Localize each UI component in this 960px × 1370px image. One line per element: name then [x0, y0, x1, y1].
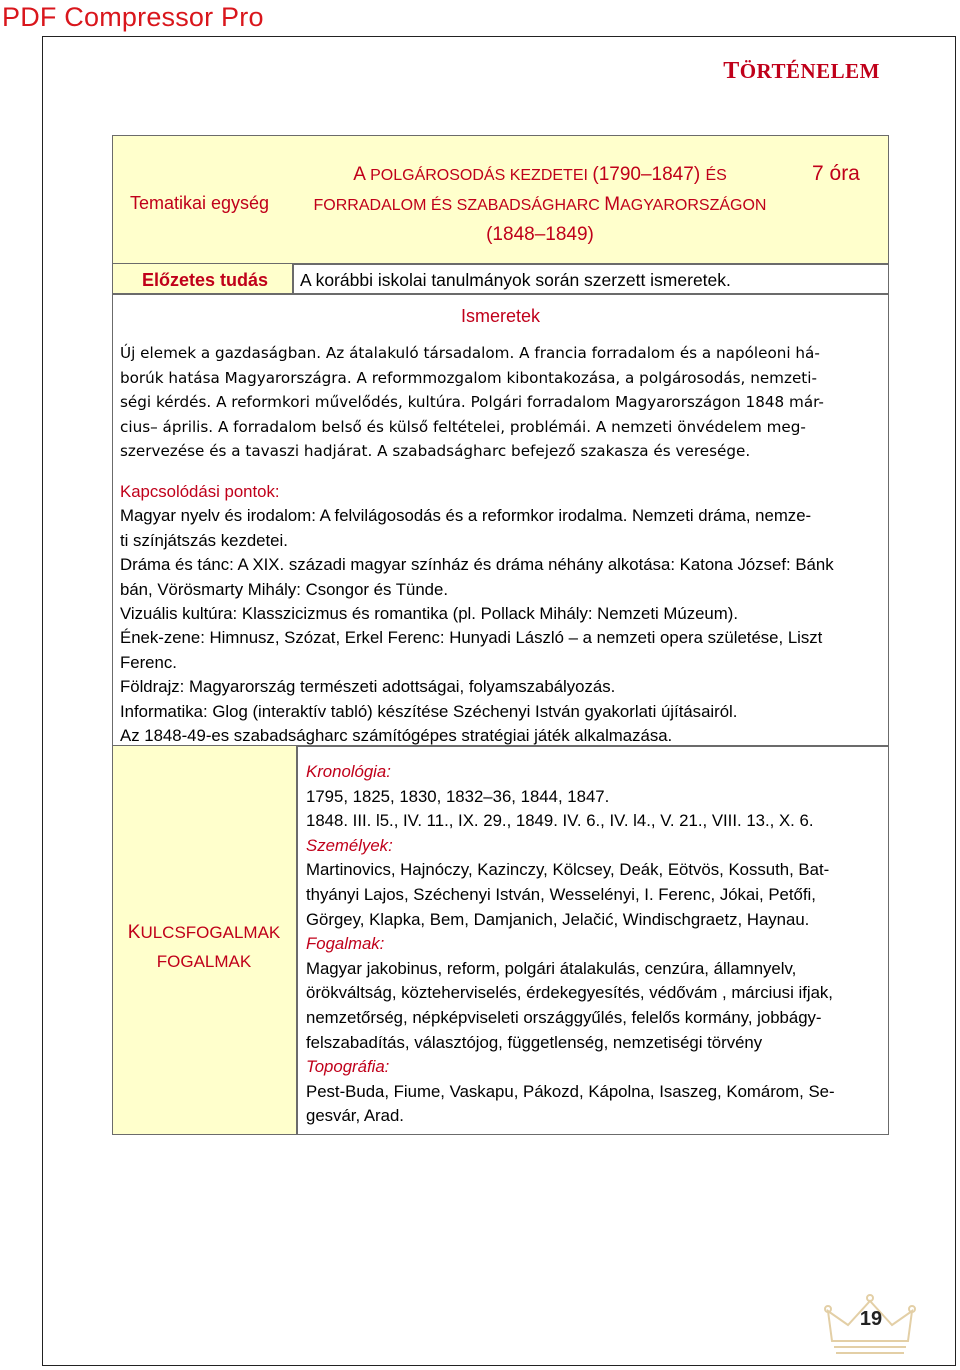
section-title: Fogalmak:	[306, 934, 385, 954]
unit-label: Tematikai egység	[130, 193, 270, 213]
connections-heading: Kapcsolódási pontok:	[120, 482, 280, 501]
page-number: 19	[859, 1308, 883, 1330]
prior-text: A korábbi iskolai tanulmányok során szerzett ismeretek.	[300, 270, 731, 290]
section-title: Kronológia:	[306, 762, 391, 781]
unit-title: A POLGÁROSODÁS KEZDETEI (1790–1847) ÉS FORRADALOM ÉS SZABADSÁGHARC MAGYARORSZÁGON (1848–1849)	[313, 164, 767, 245]
unit-hours: 7 óra	[812, 162, 860, 185]
knowledge-heading: Ismeretek	[460, 306, 541, 326]
key-concepts-body: Kronológia: 1795, 1825, 1830, 1832–36, 1844, 1847. 1848. III. l5., IV. 11., IX. 29., 1849. IV. 6., IV. l4., V. 21., VIII. 13., X. 6. Személyek: Martinovics, Hajnóczy, Kazinczy, Kölcsey, Deák, Eötvös, Kossuth, Bat- thyányi Lajos, Széchenyi István, Wesselényi, I. Ferenc, Jókai, Petőfi, Görgey, Klapka, Bem, Damjanich, Jelačić, Windischgraetz, Haynau. Fogalmak: Magyar jakobinus, reform, polgári átalakulás, cenzúra, államnyelv, örökváltság, közteherviselés, érdekegyesítés, védővám , márciusi ifjak, nemzetőrség, népképviseleti országgyűlés, felelős kormány, jobbágy- felszabadítás, választójog, függetlenség, nemzetiségi törvény Topográfia: Pest-Buda, Fiume, Vaskapu, Pákozd, Kápolna, Isaszeg, Komárom, Se- gesvár, Arad.	[306, 760, 881, 1129]
watermark: PDF Compressor Pro	[2, 2, 264, 32]
prior-label: Előzetes tudás	[142, 270, 269, 290]
key-concepts-label: KULCSFOGALMAK FOGALMAK	[127, 922, 281, 971]
section-title: Személyek:	[306, 835, 393, 855]
section-title: Topográfia:	[306, 1057, 390, 1077]
knowledge-text: Új elemek a gazdaságban. Az átalakuló társadalom. A francia forradalom és a napóleoni há- borúk hatása Magyarországra. A reformmozgalom kibontakozása, a polgárosodás, nemzeti- ségi kérdés. A reformkori művelődés, kultúra. Polgári forradalom Magyarországon 1848 már- cius– április. A forradalom belső és külső feltételei, problémái. A nemzeti önvédelem meg- szervezése és a tavaszi hadjárat. A szabadságharc befejező szakasza és veresége.	[120, 344, 824, 460]
connections: Kapcsolódási pontok: Magyar nyelv és irodalom: A felvilágosodás és a reformkor irodalma. Nemzeti dráma, nemze- ti színjátszás kezdetei. Dráma és tánc: A XIX. századi magyar színház és dráma néhány alkotása: Katona József: Bánk bán, Vörösmarty Mihály: Csongor és Tünde. Vizuális kultúra: Klasszicizmus és romantika (pl. Pollack Mihály: Nemzeti Múzeum). Ének-zene: Himnusz, Szózat, Erkel Ferenc: Hunyadi László – a nemzeti opera születése, Liszt Ferenc. Földrajz: Magyarország természeti adottságai, folyamszabályozás. Informatika: Glog (interaktív tabló) készítése Széchenyi István gyakorlati újításairól. Az 1848-49-es szabadságharc számítógépes stratégiai játék alkalmazása.	[120, 480, 882, 748]
subject-title: TÖRTÉNELEM	[723, 58, 880, 84]
